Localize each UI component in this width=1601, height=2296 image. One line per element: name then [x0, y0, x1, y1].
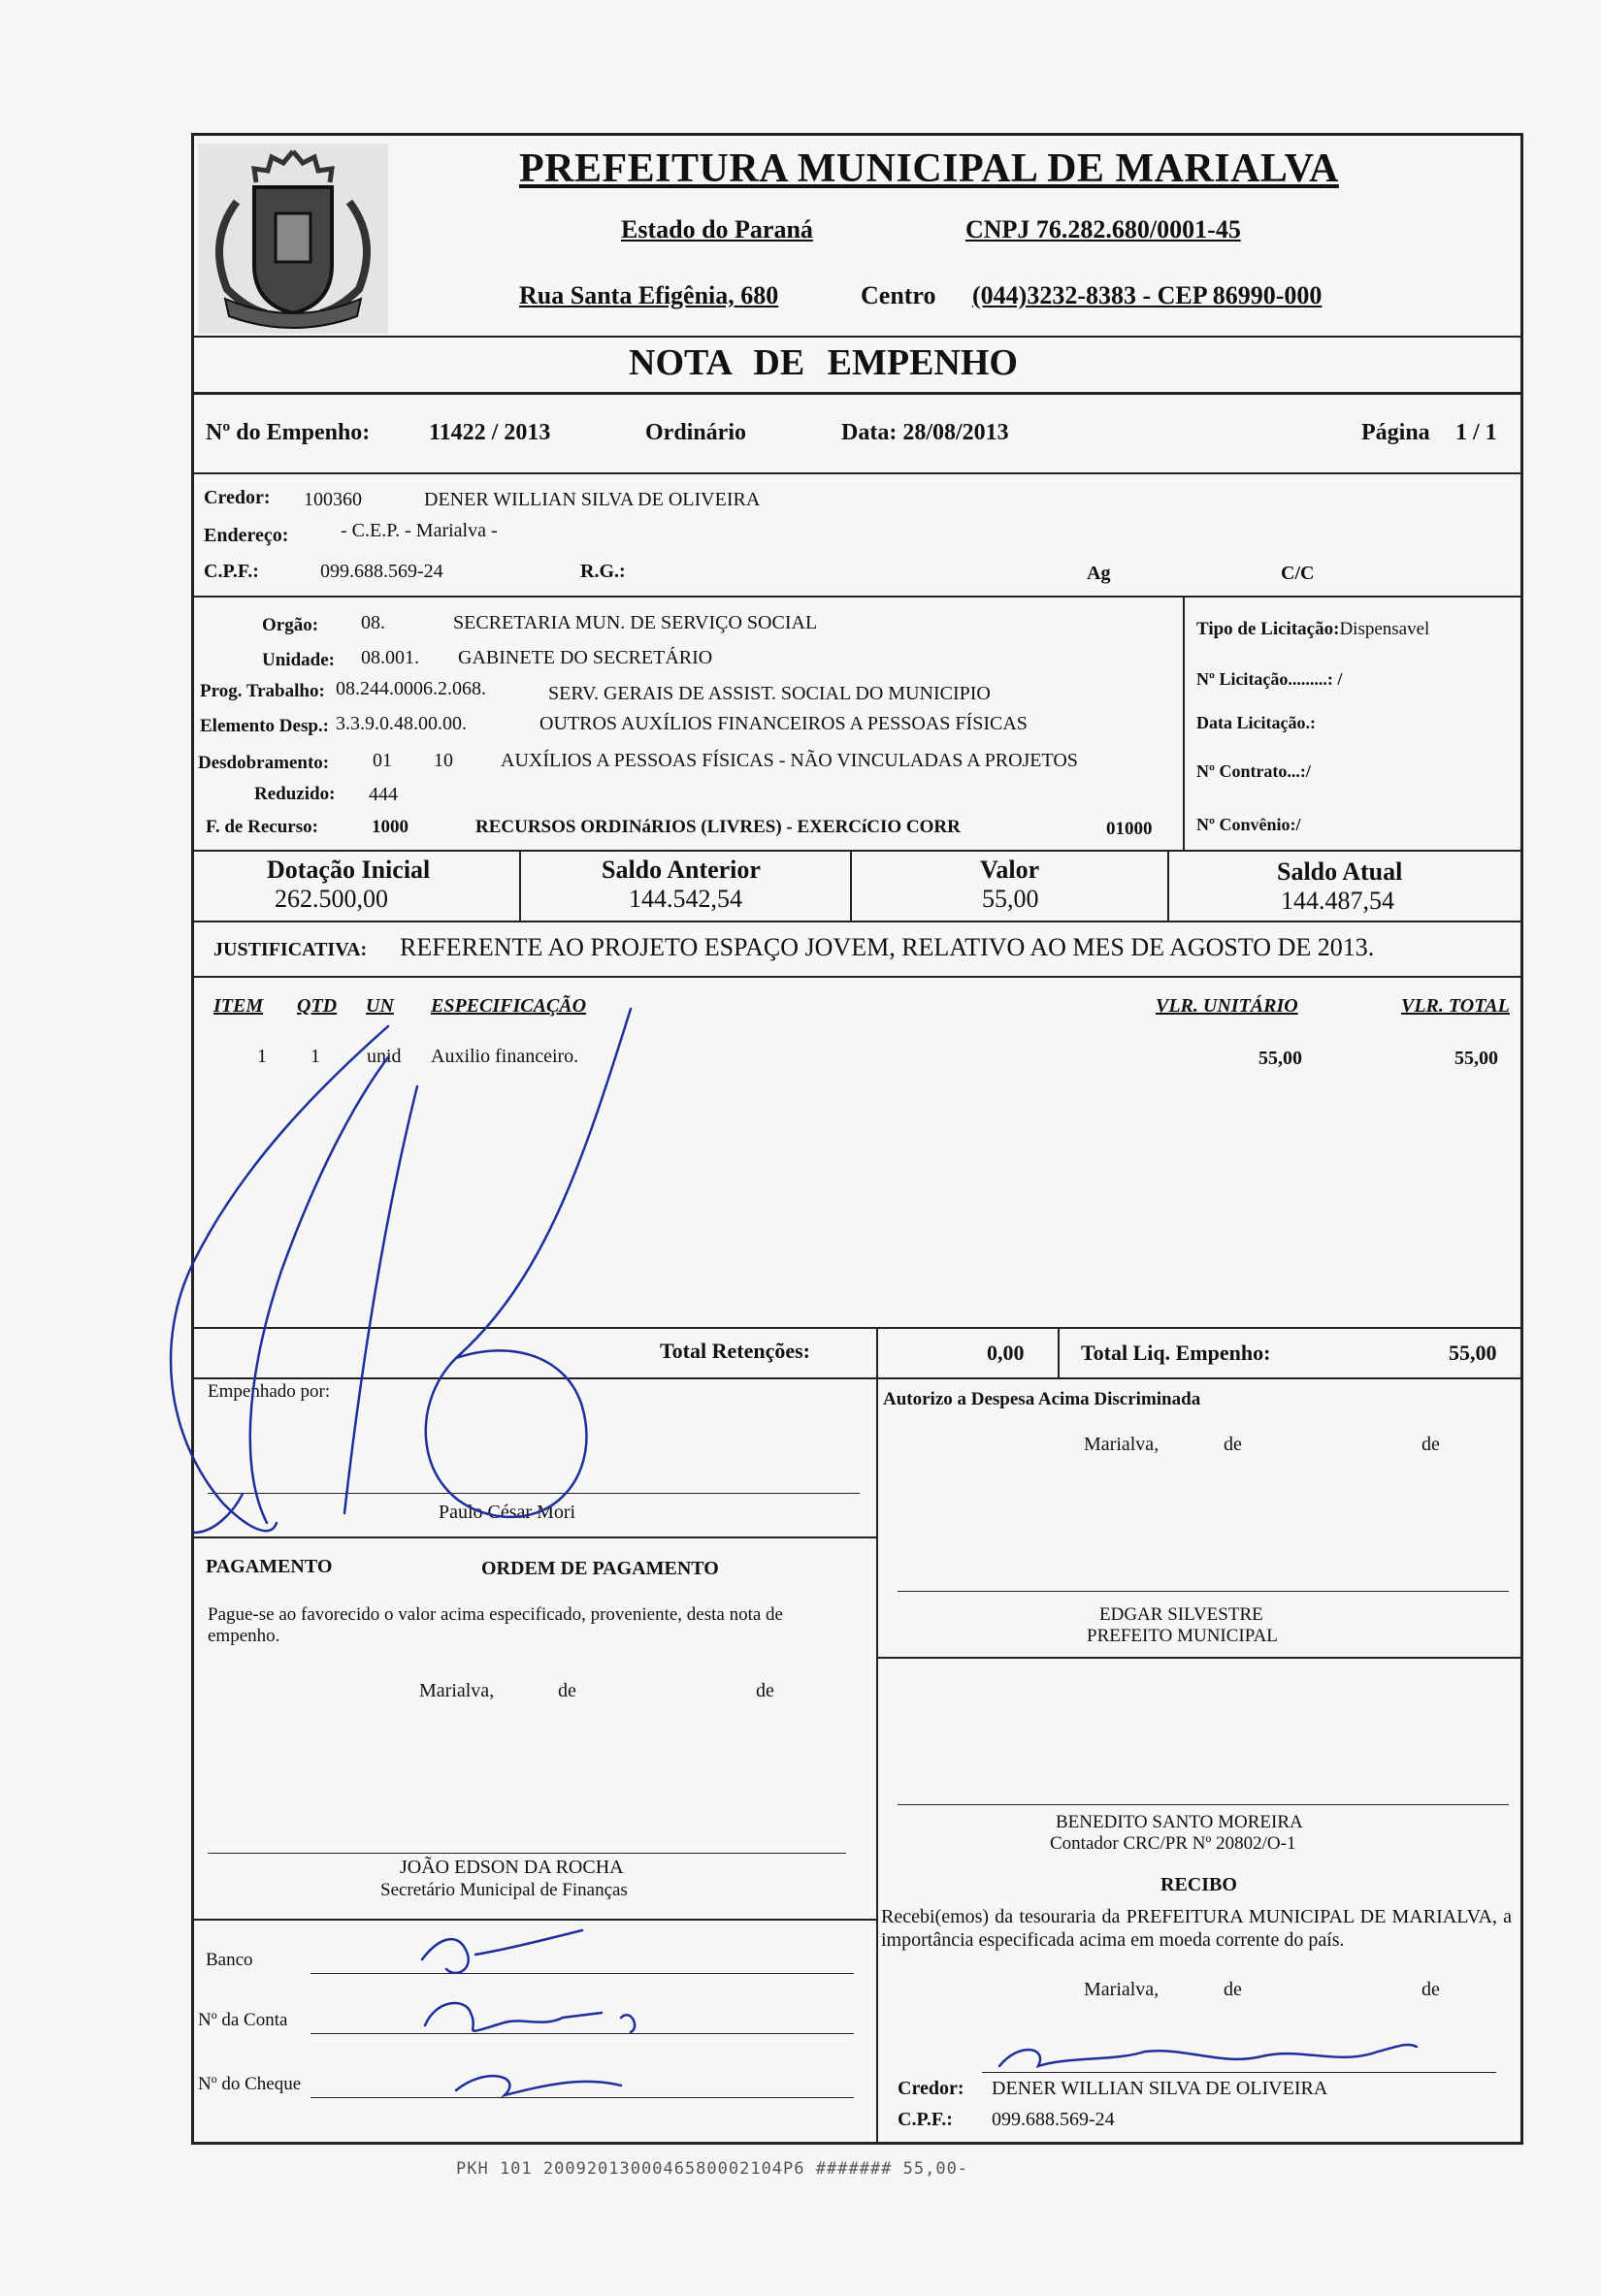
cc-label: C/C [1281, 563, 1315, 584]
unidade-code: 08.001. [361, 647, 419, 668]
col-qtd: QTD [297, 995, 338, 1017]
orgao-label: Orgão: [262, 615, 319, 635]
empenho-number-label: Nº do Empenho: [206, 420, 371, 445]
licitacao-number: Nº Licitação.........: / [1196, 669, 1343, 689]
reduzido-label: Reduzido: [254, 784, 336, 804]
convenio-number: Nº Convênio:/ [1196, 815, 1301, 834]
empenho-date: Data: 28/08/2013 [841, 420, 1009, 445]
desdobramento-name: AUXÍLIOS A PESSOAS FÍSICAS - NÃO VINCULADAS A PROJETOS [501, 750, 1078, 771]
credor-label: Credor: [204, 487, 271, 508]
prog-name: SERV. GERAIS DE ASSIST. SOCIAL DO MUNICIPIO [548, 683, 991, 704]
municipal-coat-of-arms-icon [198, 144, 388, 334]
pagamento-de-1: de [558, 1680, 576, 1701]
banco-label: Banco [206, 1950, 253, 1970]
ordem-pagamento-label: ORDEM DE PAGAMENTO [481, 1558, 719, 1579]
prefeito-name: EDGAR SILVESTRE [1099, 1604, 1263, 1625]
row-item: 1 [257, 1046, 267, 1067]
recibo-label: RECIBO [1160, 1874, 1237, 1895]
recibo-de-2: de [1421, 1979, 1440, 2000]
col-vlr-unitario: VLR. UNITÁRIO [1156, 995, 1298, 1017]
elemento-code: 3.3.9.0.48.00.00. [336, 713, 467, 734]
address-label: Rua Santa Efigênia, 680 [519, 281, 779, 309]
col-vlr-total: VLR. TOTAL [1401, 995, 1510, 1017]
rg-label: R.G.: [580, 561, 626, 582]
cnpj-label: CNPJ 76.282.680/0001-45 [965, 215, 1241, 243]
empenho-type: Ordinário [645, 420, 747, 445]
elemento-label: Elemento Desp.: [200, 716, 329, 736]
autorizo-de-2: de [1421, 1434, 1440, 1455]
retencoes-label: Total Retenções: [660, 1339, 810, 1363]
fonte-number: 01000 [1106, 819, 1153, 839]
dotacao-label: Dotação Inicial [267, 856, 431, 884]
desdobramento-b: 10 [434, 750, 453, 771]
contador-name: BENEDITO SANTO MOREIRA [1056, 1812, 1303, 1832]
conta-label: Nº da Conta [198, 2010, 288, 2030]
pagamento-city: Marialva, [419, 1680, 495, 1701]
district-label: Centro [861, 281, 936, 309]
ag-label: Ag [1087, 563, 1111, 584]
cheque-label: Nº do Cheque [198, 2074, 302, 2094]
autorizo-de-1: de [1224, 1434, 1242, 1455]
unidade-label: Unidade: [262, 650, 335, 670]
col-un: UN [366, 995, 394, 1017]
address-field-value: - C.E.P. - Marialva - [341, 520, 498, 541]
col-especificacao: ESPECIFICAÇÃO [431, 995, 587, 1017]
page-label: Página [1361, 420, 1430, 445]
row-qtd: 1 [310, 1046, 320, 1067]
reduzido-code: 444 [369, 784, 398, 805]
pague-text: Pague-se ao favorecido o valor acima especificado, proveniente, desta nota de empenho. [208, 1604, 783, 1646]
pagamento-de-2: de [756, 1680, 774, 1701]
contrato-number: Nº Contrato...:/ [1196, 761, 1311, 781]
cpf-value: 099.688.569-24 [320, 561, 443, 582]
saldo-anterior-value: 144.542,54 [629, 885, 742, 913]
prog-label: Prog. Trabalho: [200, 681, 325, 701]
document-title: NOTA DE EMPENHO [629, 342, 1018, 383]
row-un: unid [367, 1046, 402, 1067]
prog-code: 08.244.0006.2.068. [336, 678, 486, 699]
tipo-licitacao-label: Tipo de Licitação:Dispensavel [1196, 619, 1430, 639]
row-unit-value: 55,00 [1258, 1048, 1302, 1069]
orgao-name: SECRETARIA MUN. DE SERVIÇO SOCIAL [453, 612, 818, 633]
valor-value: 55,00 [982, 885, 1039, 913]
row-spec: Auxilio financeiro. [431, 1046, 579, 1067]
page-title: PREFEITURA MUNICIPAL DE MARIALVA [519, 146, 1339, 191]
prefeito-title: PREFEITO MUNICIPAL [1087, 1626, 1278, 1646]
orgao-code: 08. [361, 612, 385, 633]
saldo-atual-value: 144.487,54 [1281, 887, 1394, 915]
fonte-code: 1000 [372, 817, 408, 837]
state-label: Estado do Paraná [621, 215, 813, 243]
dotacao-value: 262.500,00 [275, 885, 388, 913]
desdobramento-a: 01 [373, 750, 392, 771]
fonte-label: F. de Recurso: [206, 817, 318, 837]
recibo-city: Marialva, [1084, 1979, 1160, 2000]
saldo-atual-label: Saldo Atual [1277, 857, 1403, 886]
recibo-cpf-label: C.P.F.: [898, 2109, 953, 2130]
recibo-text: Recebi(emos) da tesouraria da PREFEITURA MUNICIPAL DE MARIALVA, a importância especificada acima em moeda corrente do país. [881, 1906, 1512, 1951]
saldo-anterior-label: Saldo Anterior [602, 856, 761, 884]
pagamento-label: PAGAMENTO [206, 1556, 333, 1577]
recibo-credor-name: DENER WILLIAN SILVA DE OLIVEIRA [992, 2078, 1328, 2099]
empenho-number: 11422 / 2013 [429, 420, 551, 445]
autorizo-text: Autorizo a Despesa Acima Discriminada [883, 1389, 1201, 1409]
micr-code: PKH 101 2009201300046580002104P6 ####### 55,00- [456, 2159, 969, 2179]
unidade-name: GABINETE DO SECRETÁRIO [458, 647, 713, 668]
retencoes-value: 0,00 [987, 1341, 1025, 1365]
col-item: ITEM [213, 995, 264, 1017]
justificativa-label: JUSTIFICATIVA: [213, 939, 368, 960]
contador-title: Contador CRC/PR Nº 20802/O-1 [1050, 1833, 1296, 1854]
credor-name: DENER WILLIAN SILVA DE OLIVEIRA [424, 489, 761, 510]
page-number: 1 / 1 [1455, 420, 1497, 445]
desdobramento-label: Desdobramento: [198, 753, 330, 773]
fonte-name: RECURSOS ORDINáRIOS (LIVRES) - EXERCíCIO CORR [475, 817, 961, 837]
total-liquido-label: Total Liq. Empenho: [1081, 1341, 1271, 1365]
credor-code: 100360 [304, 489, 362, 510]
recibo-cpf-value: 099.688.569-24 [992, 2109, 1115, 2130]
phone-cep-label: (044)3232-8383 - CEP 86990-000 [972, 281, 1323, 309]
justificativa-text: REFERENTE AO PROJETO ESPAÇO JOVEM, RELATIVO AO MES DE AGOSTO DE 2013. [400, 933, 1375, 961]
recibo-de-1: de [1224, 1979, 1242, 2000]
secretario-name: JOÃO EDSON DA ROCHA [400, 1857, 624, 1878]
total-liquido-value: 55,00 [1449, 1341, 1497, 1365]
recibo-credor-label: Credor: [898, 2078, 964, 2099]
empenhado-label: Empenhado por: [208, 1381, 331, 1402]
row-total-value: 55,00 [1454, 1048, 1498, 1069]
empenhado-name: Paulo César Mori [439, 1502, 576, 1523]
elemento-name: OUTROS AUXÍLIOS FINANCEIROS A PESSOAS FÍSICAS [539, 713, 1028, 734]
autorizo-city: Marialva, [1084, 1434, 1160, 1455]
address-field-label: Endereço: [204, 525, 289, 546]
licitacao-date: Data Licitação.: [1196, 713, 1316, 732]
cpf-label: C.P.F.: [204, 561, 259, 582]
valor-label: Valor [980, 856, 1040, 884]
secretario-title: Secretário Municipal de Finanças [380, 1880, 628, 1900]
